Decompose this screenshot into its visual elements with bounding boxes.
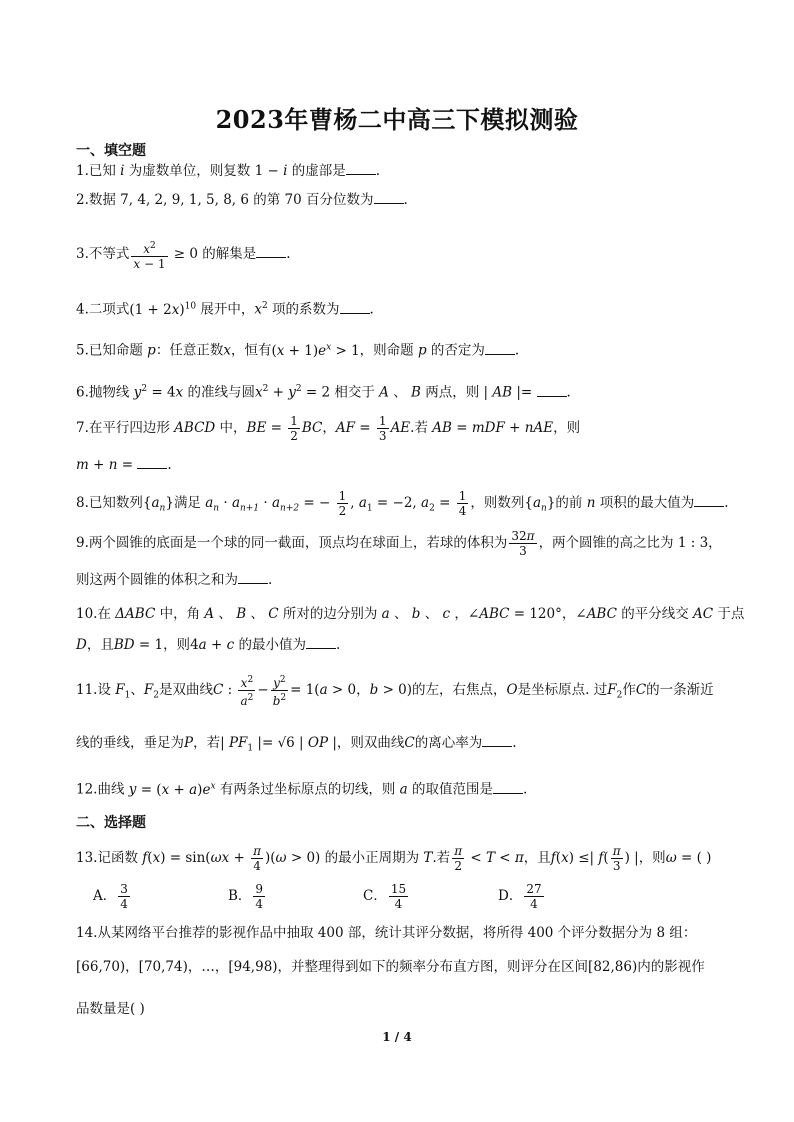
question-14: 14.从某网络平台推荐的影视作品中抽取 400 部，统计其评分数据，将所得 400 个评分数据分为 8 组： (76, 925, 697, 941)
question-6: 6.抛物线 $y^2 = 4x$ 的准线与圆$x^2 + y^2 = 2$ 相交于 A 、 B 两点，则 | AB |= . (76, 384, 571, 401)
option-c[interactable]: C． $\frac{15}{4}$ (363, 882, 407, 911)
option-a[interactable]: A． $\frac{3}{4}$ (93, 882, 128, 911)
question-1: 1.已知 i 为虚数单位，则复数 1 − i 的虚部是 . (76, 163, 380, 179)
option-b[interactable]: B． $\frac{9}{4}$ (228, 882, 264, 911)
question-5: 5.已知命题 p：任意正数x，恒有$(x + 1)e^x > 1$，则命题 p 的否定为 . (76, 342, 520, 359)
question-8: 8.已知数列$\{a_n\}$满足 $a_n \cdot a_{n+1} \cdot a_{n+2}$ = − $\frac{1}{2}$ , $a_1 = -2$, $a_2$ = $\frac{1}{4}$ ，则数列$\{a_n\}$的前 n 项积的最大值为 . (76, 489, 729, 518)
page-number: 1 / 4 (382, 1030, 412, 1044)
question-13: 13.记函数 f(x) = sin(ωx + $\frac{\pi}{4}$ )(ω > 0) 的最小正周期为 T.若 $\frac{\pi}{2}$ < T < π，且f(x) ≤| f( $\frac{\pi}{3}$ ) |，则ω = ( ) (76, 844, 712, 873)
question-14-line-3: 品数量是( ) (76, 1001, 145, 1017)
question-7-answer: m + n = . (76, 457, 172, 473)
question-2: 2.数据 7, 4, 2, 9, 1, 5, 8, 6 的第 70 百分位数为 . (76, 192, 408, 208)
question-7: 7.在平行四边形 ABCD 中，BE = $\frac{1}{2}$ BC，AF = $\frac{1}{3}$ AE.若 AB = mDF + nAE，则 (76, 414, 581, 443)
section-fill-in: 一、填空题 (76, 143, 146, 159)
question-12: 12.曲线 $y = (x + a)e^x$ 有两条过坐标原点的切线，则 a 的取值范围是 . (76, 781, 528, 798)
question-11: 11.设 $F_1$、$F_2$是双曲线C : $\frac{x^2}{a^2}$ − $\frac{y^2}{b^2}$ = 1(a > 0，b > 0)的左，右焦点，O是坐标原点. 过$F_2$作C的一条渐近 (76, 675, 714, 708)
question-10: 10.在 ΔABC 中，角 A 、 B 、 C 所对的边分别为 a 、 b 、 c ，∠ABC = 120°，∠ABC 的平分线交 AC 于点 (76, 606, 745, 622)
option-d[interactable]: D． $\frac{27}{4}$ (498, 882, 542, 911)
question-9-line-2: 则这两个圆锥的体积之和为 . (76, 572, 273, 588)
page-title: 2023年曹杨二中高三下模拟测验 (215, 105, 579, 134)
question-11-line-2: 线的垂线，垂足为P，若| $PF_1$ |= √6 | OP |，则双曲线C的离心率为 . (76, 735, 517, 754)
section-multiple-choice: 二、选择题 (76, 815, 146, 831)
question-10-line-2: D，且BD = 1，则4a + c 的最小值为 . (76, 637, 341, 653)
question-14-line-2: [66,70)，[70,74)，…，[94,98)，并整理得到如下的频率分布直方图，则评分在区间[82,86)内的影视作 (76, 959, 705, 975)
question-3: 3.不等式 $\frac{x^2}{x - 1}$ ≥ 0 的解集是 . (76, 240, 291, 271)
question-9: 9.两个圆锥的底面是一个球的同一截面，顶点均在球面上，若球的体积为 $\frac{32\pi}{3}$ ，两个圆锥的高之比为 1 : 3， (76, 529, 722, 558)
question-4: 4.二项式$(1 + 2x)^{10}$ 展开中，$x^2$ 项的系数为 . (76, 301, 374, 318)
question-13-options (93, 880, 743, 912)
